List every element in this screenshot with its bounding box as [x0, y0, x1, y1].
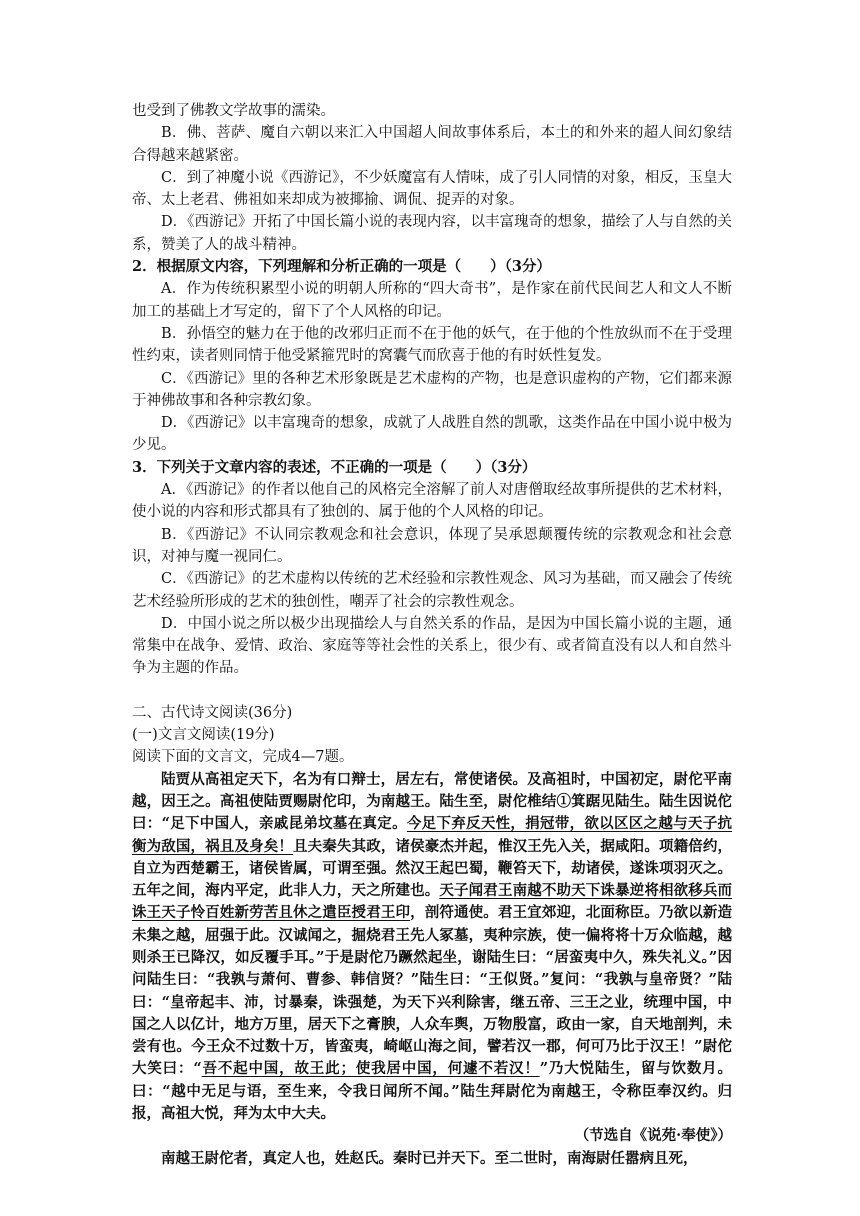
passage-source: （节选自《说苑·奉使》）	[574, 1127, 732, 1145]
passage-text-2: 且夫秦失其政，诸侯豪杰并起，惟汉王先入关，据咸阳。项籍倍约，自立为西楚霸王，诸侯皆属，可谓至强。然汉王起巴蜀，鞭笞天下，劫诸侯，遂诛项羽灭之。五年之间，海内平定，此非人力，天之所建也。	[132, 837, 733, 900]
q1-option-d: D．《西游记》开拓了中国长篇小说的表现内容，以丰富瑰奇的想象，描绘了人与自然的关系，赞美了人的战斗精神。	[132, 214, 732, 253]
classical-passage	[132, 769, 732, 1126]
q3-option-a: A．《西游记》的作者以他自己的风格完全溶解了前人对唐僧取经故事所提供的艺术材料，使小说的内容和形式都具有了独创的、属于他的个人风格的印记。	[132, 482, 732, 521]
instructions: 阅读下面的文言文，完成4—7题。	[132, 749, 354, 766]
passage-text-3: ，剖符通使。君王宜郊迎，北面称臣。乃欲以新造未集之越，屈强于此。汉诚闻之，掘烧君王先人冢墓，夷种宗族，使一偏将将十万众临越，越则杀王已降汉，如反覆手耳。”于是尉佗乃蹶然起坐，谢陆生曰：“居蛮夷中久，殊失礼义。”因问陆生曰：“我孰与萧何、曹参、韩信贤？”陆生曰：“王似贤。”复问：“我孰与皇帝贤？”陆曰：“皇帝起丰、沛，讨暴秦，诛强楚，为天下兴利除害，继五帝、三王之业，统理中国，中国之人以亿计，地方万里，居天下之膏腴，人众车舆，万物殷富，政由一家，自天地剖判，未尝有也。今王众不过数十万，皆蛮夷，崎岖山海之间，譬若汉一郡，何可乃比于汉王！”尉佗大笑曰：“	[132, 904, 733, 1078]
second-passage: 南越王尉佗者，真定人也，姓赵氏。秦时已并天下。至二世时，南海尉任嚣病且死，	[161, 1149, 698, 1167]
document-page	[132, 100, 732, 1170]
q2-option-b: B．孙悟空的魅力在于他的改邪归正而不在于他的妖气，在于他的个性放纵而不在于受理性约束，读者则同情于他受紧箍咒时的窝囊气而欣喜于他的有时妖性复发。	[132, 325, 732, 365]
q1-continuation: 也受到了佛教文学故事的濡染。	[132, 103, 335, 119]
q2-option-d: D．《西游记》以丰富瑰奇的想象，成就了人战胜自然的凯歌，这类作品在中国小说中极为少见。	[132, 415, 732, 454]
q3-stem: 3．下列关于文章内容的表述，不正确的一项是（ ）（3分）	[132, 458, 537, 476]
q2-option-a: A．作为传统积累型小说的明朝人所称的“四大奇书”，是作家在前代民间艺人和文人不断加工的基础上才写定的，留下了个人风格的印记。	[132, 281, 732, 320]
q2-stem: 2．根据原文内容，下列理解和分析正确的一项是（ ）（3分）	[132, 258, 551, 276]
q2-option-c: C．《西游记》里的各种艺术形象既是艺术虚构的产物，也是意识虚构的产物，它们都来源于神佛故事和各种宗教幻象。	[132, 370, 732, 409]
underlined-sentence-2: 天子闻君王南越不助天下诛暴逆将相欲移兵而诛王天子怜百姓新劳苦且休之遣臣授君王印	[132, 882, 733, 922]
section-title: 二、古代诗文阅读(36分)	[132, 704, 293, 721]
underlined-sentence-1: 今足下弃反天性，捐冠带，欲以区区之越与天子抗衡为敌国，祸且及身矣！	[132, 815, 733, 855]
q3-option-b: B．《西游记》不认同宗教观念和社会意识，体现了吴承恩颠覆传统的宗教观念和社会意识，对神与魔一视同仁。	[132, 526, 732, 565]
passage-text-1: 陆贾从高祖定天下，名为有口辩士，居左右，常使诸侯。及高祖时，中国初定，尉佗平南越，因王之。高祖使陆贾赐尉佗印，为南越王。陆生至，尉佗椎结①箕踞见陆生。陆生因说佗曰：“足下中国人，亲戚昆弟坟墓在真定。	[132, 770, 732, 833]
underlined-sentence-3: 吾不起中国，故王此；使我居中国，何遽不若汉！	[201, 1060, 540, 1078]
passage-text-4: ”乃大悦陆生，留与饮数月。曰：“越中无足与语，至生来，令我日闻所不闻。”陆生拜尉佗为南越王，令称臣奉汉约。归报，高祖大悦，拜为太中大夫。	[132, 1060, 733, 1123]
q3-option-d: D．中国小说之所以极少出现描绘人与自然关系的作品，是因为中国长篇小说的主题，通常集中在战争、爱情、政治、家庭等等社会性的关系上，很少有、或者简直没有以人和自然斗争为主题的作品。	[132, 615, 732, 677]
q3-option-c: C．《西游记》的艺术虚构以传统的艺术经验和宗教性观念、风习为基础，而又融会了传统艺术经验所形成的艺术的独创性，嘲弄了社会的宗教性观念。	[132, 571, 732, 610]
q1-option-c: C．到了神魔小说《西游记》，不少妖魔富有人情味，成了引人同情的对象，相反，玉皇大帝、太上老君、佛祖如来却成为被揶揄、调侃、捉弄的对象。	[132, 169, 732, 209]
q1-option-b: B．佛、菩萨、魔自六朝以来汇入中国超人间故事体系后，本土的和外来的超人间幻象结合得越来越紧密。	[132, 125, 732, 164]
subsection-title: (一)文言文阅读(19分)	[132, 727, 275, 744]
